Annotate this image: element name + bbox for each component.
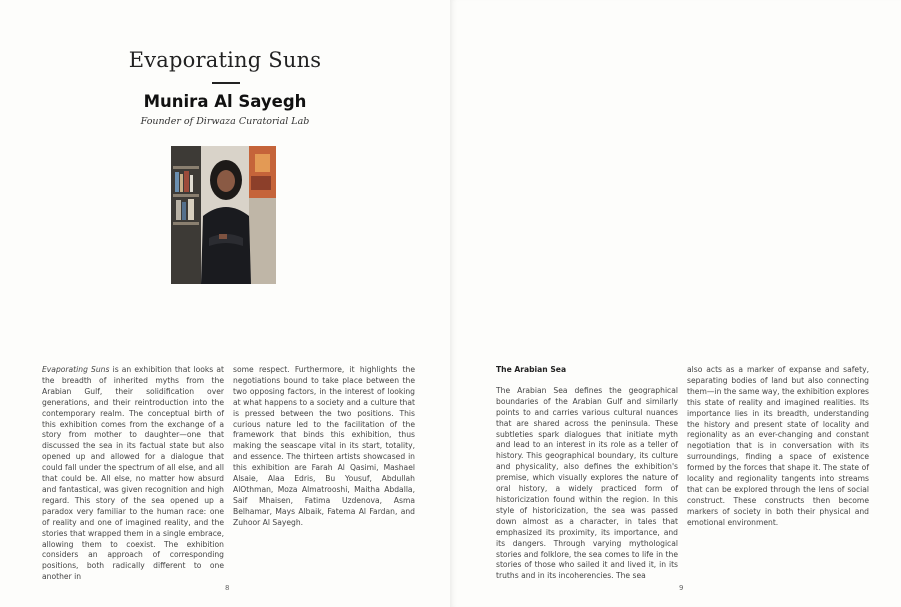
body-column-1 xyxy=(42,365,224,583)
body-column-2 xyxy=(233,365,415,529)
page-number-left: 8 xyxy=(225,584,230,592)
author-role: Founder of Dirwaza Curatorial Lab xyxy=(140,116,310,127)
left-page xyxy=(0,0,450,607)
body-column-3 xyxy=(496,365,678,582)
author-name: Munira Al Sayegh xyxy=(143,92,307,111)
portrait-image xyxy=(171,146,276,284)
arabian-sea-continued: also acts as a marker of expanse and safety, separating bodies of land but also connecting them—in the same way, the exhibition explores this state of reality and imagined realities. Its importance lies in its breadth, understanding the history and present state of locality and regionality as an ever-changing and constant negotiation that is in conversation with its surroundings, finding a space of existence formed by the forces that shape it. The state of locality and regionality tangents into streams that can be explored through the lens of social construct. These constructs then become markers of society in both their physical and emotional environment. xyxy=(687,365,869,527)
exhibition-title-italic: Evaporating Suns xyxy=(42,365,110,374)
arabian-sea-paragraph: The Arabian Sea defines the geographical boundaries of the Arabian Gulf and similarly points to and carries various cultural nuances that are shared across the peninsula. These subtleties spark dialogues that initiate myth and lead to an interest in its role as a teller of history. This geographical boundary, its culture and physicality, also defines the exhibition's premise, which visually explores the nature of oral history, a widely practiced form of historicization found within the region. In this style of historicization, the sea was passed down almost as a character, in tales that emphasized its proximity, its importance, and its dangers. Through varying mythological stories and folklore, the sea comes to life in the stories of those who sailed it and lived it, in its truths and in its incoherencies. The sea xyxy=(496,385,678,581)
title-divider xyxy=(212,82,240,84)
intro-text: is an exhibition that looks at the breadth of inherited myths from the Arabian Gulf, their solidification over generations, and their reintroduction into the contemporary realm. The conceptual birth of this exhibition comes from the exchange of a story from mother to daughter—one that discussed the sea in its factual state but also opened up and allowed for a dialogue that could fall under the spectrum of all else, and all that could be. All else, no matter how absurd and fantastical, was given recognition and high regard. This story of the sea opened up a paradox very familiar to the human race: one of reality and one of imagined reality, and the stories that wrapped them in a single embrace, allowing them to coexist. The exhibition considers an approach of corresponding positions, both radically different to one another in xyxy=(42,365,224,582)
continued-paragraph: some respect. Furthermore, it highlights the negotiations bound to take place between the two opposing factors, in the interest of looking at what happens to a society and a culture that is pressed between the two positions. This curious nature led to the facilitation of the framework that binds this exhibition, thus making the seascape vital in its start, totality, and essence. The thirteen artists showcased in this exhibition are Farah Al Qasimi, Mashael Alsaie, Alaa Edris, Bu Yousuf, Abdullah AlOthman, Moza Almatrooshi, Maitha Abdalla, Saif Mhaisen, Fatima Uzdenova, Asma Belhamar, Mays Albaik, Fatema Al Fardan, and Zuhoor Al Sayegh. xyxy=(233,365,415,527)
page-title: Evaporating Suns xyxy=(128,48,322,72)
section-heading: The Arabian Sea xyxy=(496,365,567,374)
page-number-right: 9 xyxy=(679,584,684,592)
author-portrait xyxy=(171,146,276,284)
body-column-4 xyxy=(687,365,869,529)
intro-paragraph xyxy=(42,365,224,583)
